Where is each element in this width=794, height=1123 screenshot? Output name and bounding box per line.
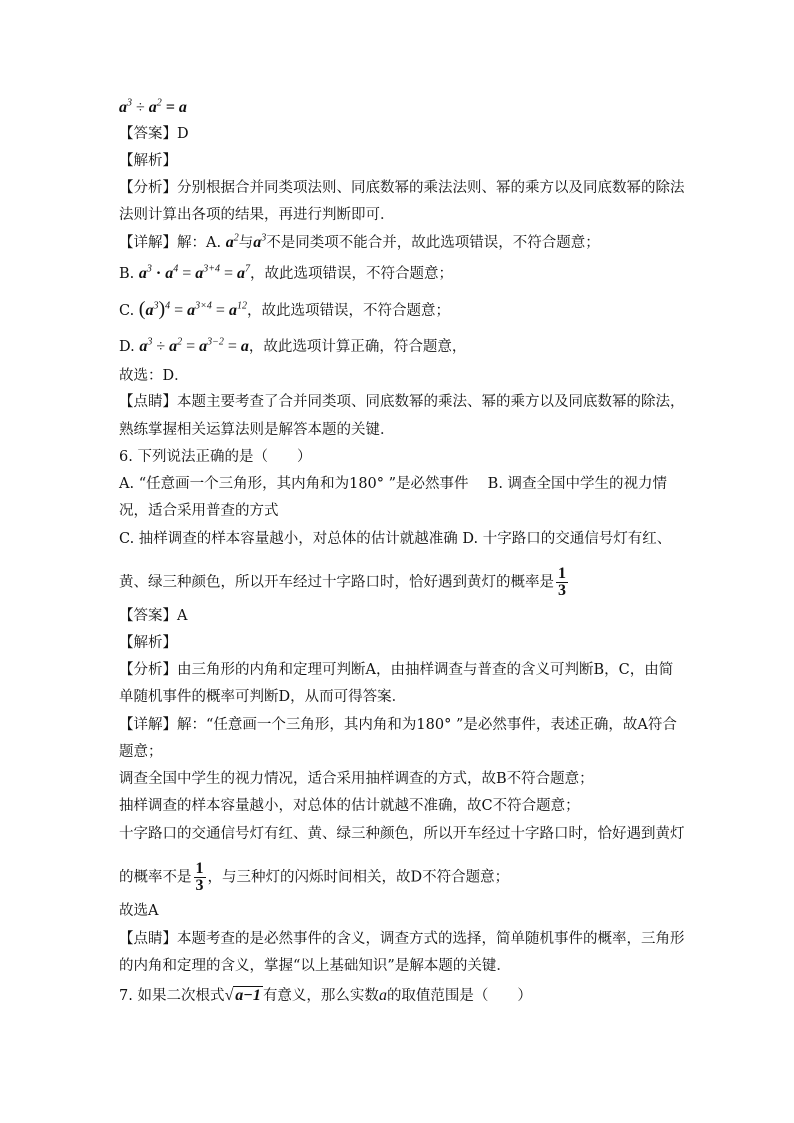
q5-fenxi-2: 法则计算出各项的结果，再进行判断即可．: [119, 207, 395, 223]
q5-fenxi-1: 【分析】分别根据合并同类项法则、同底数幂的乘法法则、幂的乘方以及同底数幂的除法: [119, 180, 685, 196]
fraction-one-third-2: $\frac{1}{3}$: [195, 860, 204, 894]
q5-analysis-label: 【解析】: [119, 153, 177, 169]
fraction-one-third: $\frac{1}{3}$: [558, 565, 566, 599]
q7-stem: 7. 如果二次根式√ a−1 有意义，那么实数a的取值范围是（ ）: [119, 987, 532, 1004]
q6-option-a-b: A. “任意画一个三角形，其内角和为180° ”是必然事件 B. 调查全国中学生的视力情: [119, 476, 668, 492]
top-formula: $a^3 \div a^2 = a$: [119, 97, 187, 116]
q6-choice: 故选A: [119, 903, 159, 919]
q5-detail-c: C. $(a^3)^4 = a^{3\times 4} = a^{12}$，故此选项错误，不符合题意；: [119, 298, 450, 320]
q6-option-d-cont: 黄、绿三种颜色，所以开车经过十字路口时，恰好遇到黄灯的概率是 $\frac{1}{3}$: [119, 565, 566, 599]
q6-dianjing-2: 的内角和定理的含义，掌握“以上基础知识”是解本题的关键．: [119, 958, 511, 974]
q6-analysis-label: 【解析】: [119, 635, 177, 651]
q6-detail-2: 题意；: [119, 744, 163, 760]
q5-answer: 【答案】D: [119, 126, 189, 142]
q5-dianjing-2: 熟练掌握相关运算法则是解答本题的关键．: [119, 422, 395, 438]
q5-detail-a: 【详解】解：A. $a^2$与$a^3$不是同类项不能合并，故此选项错误，不符合题意；: [119, 232, 600, 251]
q6-fenxi-2: 单随机事件的概率可判断D，从而可得答案．: [119, 689, 407, 705]
q6-detail-5: 十字路口的交通信号灯有红、黄、绿三种颜色，所以开车经过十字路口时，恰好遇到黄灯: [119, 826, 685, 842]
q6-fenxi-1: 【分析】由三角形的内角和定理可判断A，由抽样调查与普查的含义可判断B，C，由简: [119, 662, 674, 678]
q6-option-c-d: C. 抽样调查的样本容量越小，对总体的估计就越准确 D. 十字路口的交通信号灯有红、: [119, 531, 672, 547]
q6-detail-4: 抽样调查的样本容量越小，对总体的估计就越不准确，故C不符合题意；: [119, 798, 580, 814]
q5-dianjing-1: 【点睛】本题主要考查了合并同类项、同底数幂的乘法、幂的乘方以及同底数幂的除法，: [119, 394, 685, 410]
q5-detail-d: D. $a^3 \div a^2 = a^{3-2} = a$，故此选项计算正确，符合题意，: [119, 336, 467, 355]
q5-detail-b: B. $a^3 \cdot a^4 = a^{3+4} = a^7$，故此选项错误，不符合题意；: [119, 263, 454, 282]
sqrt-expression: √ a−1: [224, 987, 261, 1004]
q6-option-b-cont: 况，适合采用普查的方式: [119, 503, 279, 519]
q5-choice: 故选：D．: [119, 368, 189, 384]
q6-stem: 6. 下列说法正确的是（ ）: [119, 449, 312, 465]
q6-detail-1: 【详解】解：“任意画一个三角形，其内角和为180° ”是必然事件，表述正确，故A符合: [119, 717, 677, 733]
q6-detail-6: 的概率不是 $\frac{1}{3}$ ，与三种灯的闪烁时间相关，故D不符合题意；: [119, 860, 510, 894]
q6-detail-3: 调查全国中学生的视力情况，适合采用抽样调查的方式，故B不符合题意；: [119, 771, 594, 787]
q6-dianjing-1: 【点睛】本题考查的是必然事件的含义，调查方式的选择，简单随机事件的概率，三角形: [119, 931, 685, 947]
q6-answer: 【答案】A: [119, 608, 188, 624]
